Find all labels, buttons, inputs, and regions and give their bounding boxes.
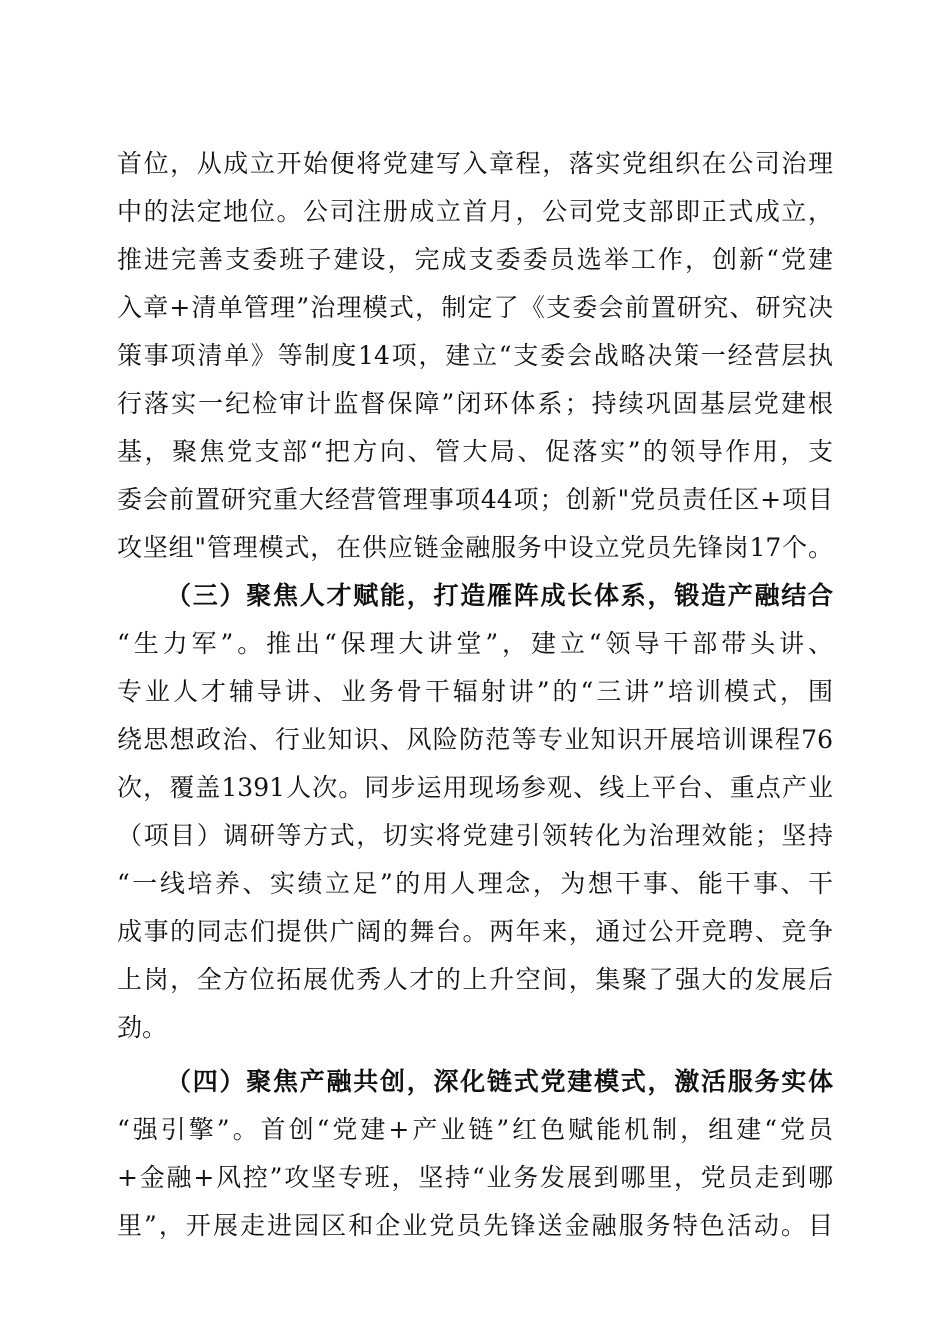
body-text-line: “强引擎”。首创“党建+产业链”红色赋能机制，组建“党员 — [117, 1115, 833, 1144]
body-text-line: 专业人才辅导讲、业务骨干辐射讲”的“三讲”培训模式，围 — [117, 677, 833, 706]
body-text-line: 中的法定地位。公司注册成立首月，公司党支部即正式成立， — [117, 197, 833, 226]
body-text-line: “一线培养、实绩立足”的用人理念，为想干事、能干事、干 — [117, 869, 833, 898]
body-text-line: 绕思想政治、行业知识、风险防范等专业知识开展培训课程76 — [117, 725, 833, 754]
body-text-line: 上岗，全方位拓展优秀人才的上升空间，集聚了强大的发展后 — [117, 965, 833, 994]
body-text-line: 委会前置研究重大经营管理事项44项；创新"党员责任区+项目 — [117, 485, 833, 514]
body-text-line: 行落实一纪检审计监督保障”闭环体系；持续巩固基层党建根 — [117, 389, 833, 418]
body-text-line: 推进完善支委班子建设，完成支委委员选举工作，创新“党建 — [117, 245, 833, 274]
body-text-line: （项目）调研等方式，切实将党建引领转化为治理效能；坚持 — [117, 821, 833, 850]
body-text-line: 攻坚组"管理模式，在供应链金融服务中设立党员先锋岗17个。 — [117, 533, 833, 562]
body-text-line: “生力军”。推出“保理大讲堂”，建立“领导干部带头讲、 — [117, 629, 833, 658]
body-text-line: 次，覆盖1391人次。同步运用现场参观、线上平台、重点产业 — [117, 773, 833, 802]
body-text-line: 首位，从成立开始便将党建写入章程，落实党组织在公司治理 — [117, 149, 833, 178]
body-text-line: +金融+风控”攻坚专班，坚持“业务发展到哪里，党员走到哪 — [117, 1163, 833, 1192]
body-text-line: 成事的同志们提供广阔的舞台。两年来，通过公开竞聘、竞争 — [117, 917, 833, 946]
body-text-line: 入章+清单管理”治理模式，制定了《支委会前置研究、研究决 — [117, 293, 833, 322]
section-heading-four: （四）聚焦产融共创，深化链式党建模式，激活服务实体 — [166, 1067, 833, 1096]
body-text-line: 里”，开展走进园区和企业党员先锋送金融服务特色活动。目 — [117, 1211, 833, 1240]
body-text-line: 策事项清单》等制度14项，建立“支委会战略决策一经营层执 — [117, 341, 833, 370]
section-heading-three: （三）聚焦人才赋能，打造雁阵成长体系，锻造产融结合 — [166, 581, 833, 610]
body-text-line: 基，聚焦党支部“把方向、管大局、促落实”的领导作用，支 — [117, 437, 833, 466]
body-text-line: 劲。 — [117, 1013, 168, 1042]
